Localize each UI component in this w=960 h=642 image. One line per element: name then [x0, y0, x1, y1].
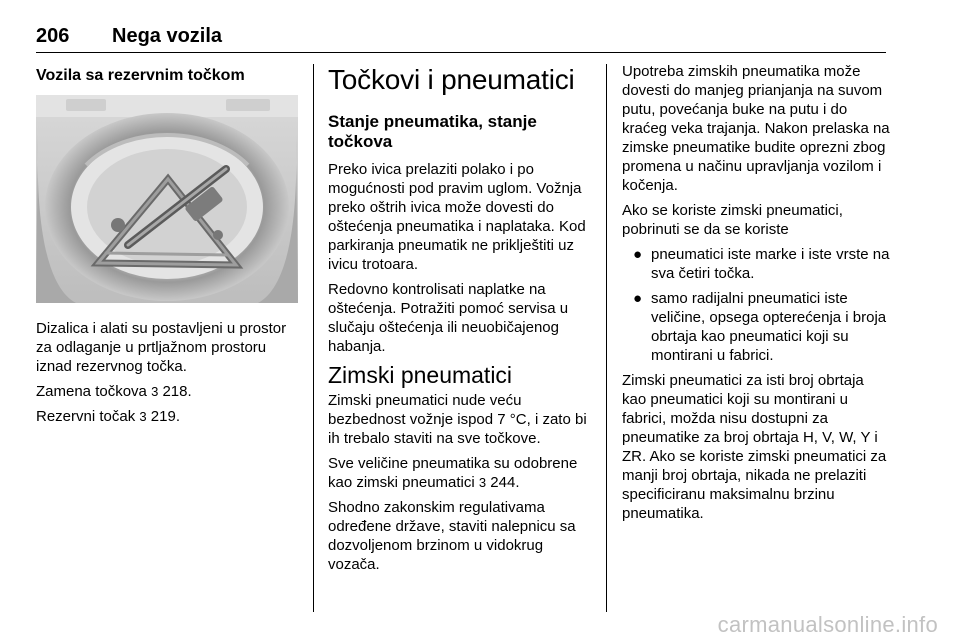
bullet-list [622, 245, 890, 365]
cross-reference: Zamena točkova 3 218. [36, 383, 192, 400]
page-header [36, 0, 886, 53]
section-heading: Zimski pneumatici [328, 362, 513, 388]
watermark: carmanualsonline.info [717, 612, 938, 637]
column-divider-1 [313, 64, 314, 612]
bullet-icon: ● [633, 246, 643, 263]
column-right [622, 62, 890, 529]
cross-reference: Rezervni točak 3 219. [36, 408, 180, 425]
column-left [36, 62, 302, 432]
paragraph: Shodno zakonskim regulativama određene države, staviti nalepnicu sa dozvoljenom brzinom u vidokrug vozača. [328, 499, 576, 573]
column-middle [328, 62, 594, 580]
spare-wheel-photo [36, 95, 298, 303]
paragraph: Redovno kontrolisati naplatke na oštećenja. Potražiti pomoć servisa u slučaju oštećenja ili neuobičajenog habanja. [328, 281, 569, 355]
section-heading: Vozila sa rezervnim točkom [36, 67, 245, 84]
reference-arrow-icon: 3 [478, 475, 487, 490]
page-number: 206 [36, 25, 70, 47]
paragraph: Zimski pneumatici za isti broj obrtaja kao pneumatici koji su montirani u fabrici, možda nisu dostupni za pneumatike za broj obrtaja H, V, W, Y i ZR. Ako se koriste zimski pneumatici za manji broj obrtaja, nikada ne prelaziti specificiranu maksimalnu brzinu pneumatika. [622, 372, 887, 522]
paragraph: Upotreba zimskih pneumatika može dovesti do manjeg prianjanja na suvom putu, povećanja buke na putu i do kraćeg veka trajanja. Nakon prelaska na zimske pneumatike budite oprezni zbog promena u načinu upravljanja vozilom i kočenja. [622, 63, 890, 194]
photo-caption: Dizalica i alati su postavljeni u prostor za odlaganje u prtljažnom prostoru iznad rezervnog točka. [36, 320, 287, 375]
reference-arrow-icon: 3 [139, 409, 147, 424]
subsection-heading: Stanje pneumatika, stanje točkova [328, 112, 537, 151]
chapter-title: Nega vozila [112, 25, 223, 47]
paragraph: Zimski pneumatici nude veću bezbednost vožnje ispod 7 °C, i zato bi ih trebalo staviti na sve točkove. [328, 392, 587, 447]
list-item: ● pneumatici iste marke i iste vrste na sva četiri točka. [633, 246, 890, 282]
paragraph: Ako se koriste zimski pneumatici, pobrinuti se da se koriste [622, 202, 843, 238]
reference-arrow-icon: 3 [151, 384, 159, 399]
bullet-icon: ● [633, 290, 643, 307]
list-item: ● samo radijalni pneumatici iste veličine, opsega opterećenja i broja obrtaja kao pneumatici koji su montirani u fabrici. [633, 290, 887, 364]
paragraph: Sve veličine pneumatika su odobrene kao zimski pneumatici 3 244. [328, 455, 578, 491]
column-divider-2 [606, 64, 607, 612]
chapter-heading: Točkovi i pneumatici [328, 64, 575, 95]
paragraph: Preko ivica prelaziti polako i po mogućnosti pod pravim uglom. Vožnja preko oštrih ivica može dovesti do oštećenja pneumatika i naplataka. Kod parkiranja pneumatik ne priklještiti uz ivicu trotoara. [328, 161, 586, 273]
